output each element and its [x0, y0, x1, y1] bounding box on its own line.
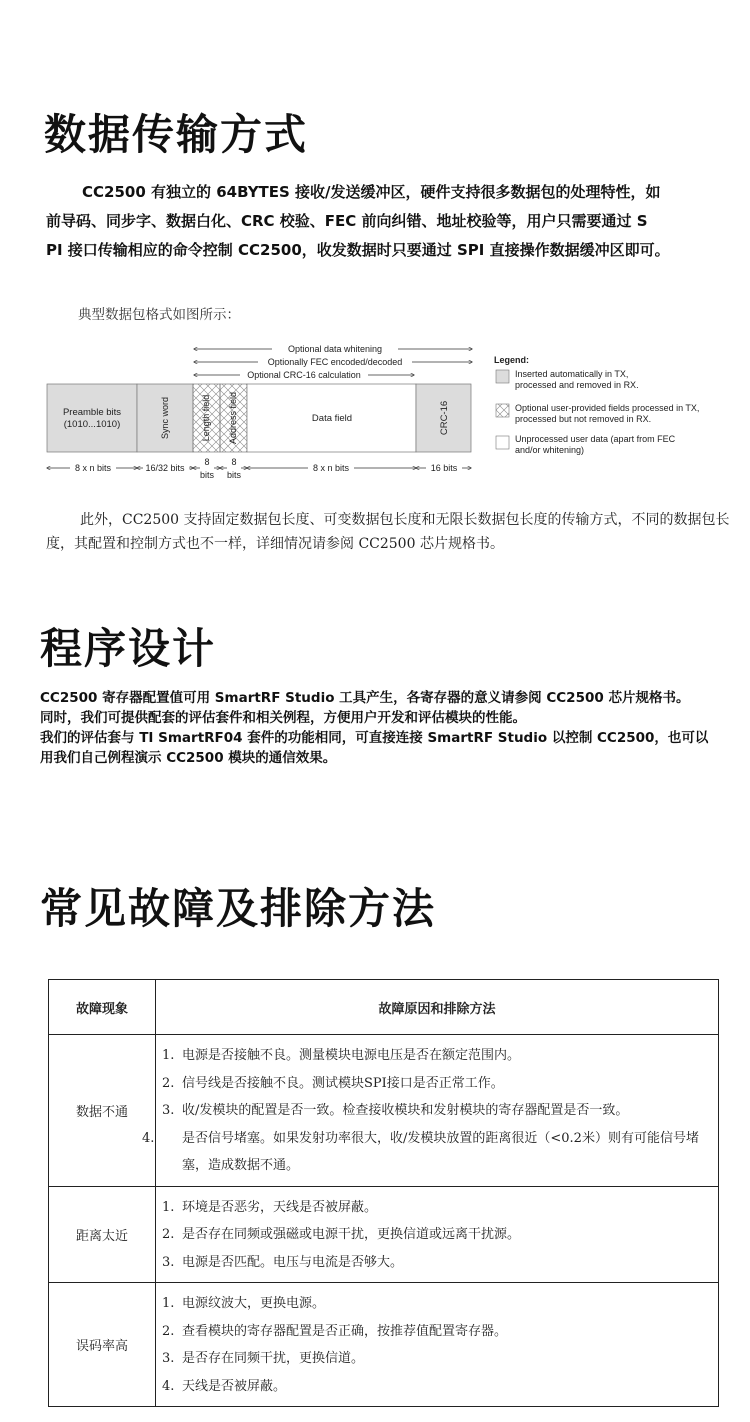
remedy-item-text: 环境是否恶劣，天线是否被屏蔽。: [182, 1199, 378, 1215]
preamble-label: Preamble bits: [62, 407, 122, 418]
remedy-item-number: 1.: [162, 1199, 175, 1215]
programming-paragraph: [40, 688, 740, 768]
intro-line: PI 接口传输相应的命令控制 CC2500，收发数据时只要通过 SPI 直接操作数据缓冲区即可。: [46, 241, 670, 259]
symptom-cell: 数据不通: [49, 1035, 156, 1187]
programming-line: 用我们自己例程演示 CC2500 模块的通信效果。: [40, 750, 337, 766]
header-symptom: 故障现象: [49, 980, 156, 1035]
remedy-item: [162, 1318, 712, 1346]
legend-swatch-gray: [496, 370, 509, 383]
remedy-item-text: 收/发模块的配置是否一致。检查接收模块和发射模块的寄存器配置是否一致。: [182, 1103, 629, 1118]
remedy-item-number: 3.: [162, 1254, 175, 1270]
bits-sync: 16/32 bits: [145, 463, 185, 473]
arrow-data-whitening: [194, 342, 472, 355]
remedy-item-text: 信号线是否接触不良。测试模块SPI接口是否正常工作。: [182, 1075, 504, 1091]
legend-item-3-line1: Unprocessed user data (apart from FEC: [515, 434, 676, 444]
table-header-row: [49, 980, 719, 1035]
remedy-item-number: 2.: [162, 1227, 175, 1242]
packet-format-diagram: [40, 338, 730, 488]
remedy-item: [142, 1125, 712, 1180]
bits-address-unit: bits: [226, 470, 242, 480]
programming-line: 我们的评估套与 TI SmartRF04 套件的功能相同，可直接连接 SmartRF Studio 以控制 CC2500，也可以: [40, 730, 709, 746]
legend-title: Legend:: [494, 355, 529, 365]
remedy-item: [162, 1221, 712, 1249]
arrow-label-fec: Optionally FEC encoded/decoded: [267, 357, 403, 367]
length-label: Length field: [201, 394, 211, 442]
legend-item-2-line1: Optional user-provided fields processed in TX,: [515, 403, 700, 413]
remedy-item-text: 电源是否匹配。电压与电流是否够大。: [182, 1254, 404, 1270]
table-row: [49, 1186, 719, 1283]
remedy-item: [162, 1097, 712, 1125]
remedy-item-text: 天线是否被屏蔽。: [182, 1378, 287, 1394]
remedy-item-text: 是否存在同频干扰，更换信道。: [182, 1351, 365, 1366]
bits-data: 8 x n bits: [312, 463, 350, 473]
remedy-item: [162, 1345, 712, 1373]
packet-length-paragraph: 此外，CC2500 支持固定数据包长度、可变数据包长度和无限长数据包长度的传输方式，不同的数据包长度，其配置和控制方式也不一样，详细情况请参阅 CC2500 芯片规格书。: [46, 512, 730, 552]
remedy-cell: [156, 1186, 719, 1283]
remedy-item-text: 是否存在同频或强磁或电源干扰，更换信道或远离干扰源。: [182, 1227, 521, 1242]
header-cause: 故障原因和排除方法: [156, 980, 719, 1035]
remedy-cell: [142, 1035, 719, 1187]
remedy-item-text: 电源纹波大，更换电源。: [182, 1296, 326, 1311]
legend-item-1-line2: processed and removed in RX.: [515, 380, 639, 390]
intro-line: 前导码、同步字、数据白化、CRC 校验、FEC 前向纠错、地址校验等，用户只需要通过 S: [46, 212, 648, 230]
arrow-crc: [194, 368, 414, 381]
symptom-cell: 距离太近: [49, 1186, 156, 1283]
legend-swatch-hatched: [496, 404, 509, 417]
remedy-item-number: 2.: [162, 1075, 175, 1091]
legend: [494, 355, 699, 455]
bits-preamble: 8 x n bits: [74, 463, 112, 473]
field-preamble: [47, 384, 137, 452]
address-label: Address field: [228, 391, 238, 445]
remedy-item-number: 2.: [162, 1323, 175, 1339]
arrow-fec: [194, 355, 472, 368]
remedy-item-number: 1.: [162, 1048, 175, 1063]
bits-crc: 16 bits: [430, 463, 458, 473]
intro-line: CC2500 有独立的 64BYTES 接收/发送缓冲区，硬件支持很多数据包的处理特性，如: [82, 183, 661, 201]
troubleshooting-table: [48, 979, 719, 1407]
remedy-item: [162, 1373, 712, 1401]
remedy-item: [162, 1249, 712, 1277]
symptom-cell: 误码率高: [49, 1283, 156, 1407]
remedy-item-number: 1.: [162, 1296, 175, 1311]
section-heading-data-transfer: 数据传输方式: [44, 110, 309, 159]
table-row: [49, 1035, 719, 1187]
remedy-item: [162, 1290, 712, 1318]
legend-item-2-line2: processed but not removed in RX.: [515, 414, 652, 424]
legend-item-1-line1: Inserted automatically in TX,: [515, 369, 629, 379]
bits-length-unit: bits: [199, 470, 215, 480]
sync-label: Sync word: [160, 396, 170, 440]
bits-address-num: 8: [231, 457, 237, 467]
remedy-item-text: 电源是否接触不良。测量模块电源电压是否在额定范围内。: [182, 1048, 521, 1063]
legend-swatch-white: [496, 436, 509, 449]
programming-line: 同时，我们可提供配套的评估套件和相关例程，方便用户开发和评估模块的性能。: [40, 710, 526, 726]
table-row: [49, 1283, 719, 1407]
remedy-item: [162, 1042, 712, 1070]
arrow-label-crc: Optional CRC-16 calculation: [247, 370, 361, 380]
section-heading-troubleshooting: 常见故障及排除方法: [40, 884, 437, 933]
figure-caption: 典型数据包格式如图所示：: [78, 307, 240, 323]
programming-line: CC2500 寄存器配置值可用 SmartRF Studio 工具产生，各寄存器的意义请参阅 CC2500 芯片规格书。: [40, 690, 690, 706]
remedy-item-number: 3.: [162, 1351, 175, 1366]
crc-label: CRC-16: [439, 400, 450, 436]
preamble-sublabel: (1010...1010): [63, 419, 121, 430]
legend-item-3-line2: and/or whitening): [515, 445, 585, 455]
data-label: Data field: [311, 413, 353, 424]
remedy-item-text: 是否信号堵塞。如果发射功率很大，收/发模块放置的距离很近（<0.2米）则有可能信号堵塞，造成数据不通。: [182, 1130, 699, 1173]
remedy-item-number: 3.: [162, 1103, 175, 1118]
remedy-item-text: 查看模块的寄存器配置是否正确，按推荐值配置寄存器。: [182, 1323, 508, 1339]
intro-paragraph: [46, 178, 736, 265]
section-heading-programming: 程序设计: [40, 624, 217, 673]
remedy-item-number: 4.: [162, 1378, 175, 1394]
bits-length-num: 8: [204, 457, 210, 467]
remedy-item: [162, 1194, 712, 1222]
remedy-cell: [156, 1283, 719, 1407]
remedy-item-number: 4.: [142, 1130, 155, 1146]
arrow-label-whitening: Optional data whitening: [287, 344, 383, 354]
remedy-item: [162, 1070, 712, 1098]
